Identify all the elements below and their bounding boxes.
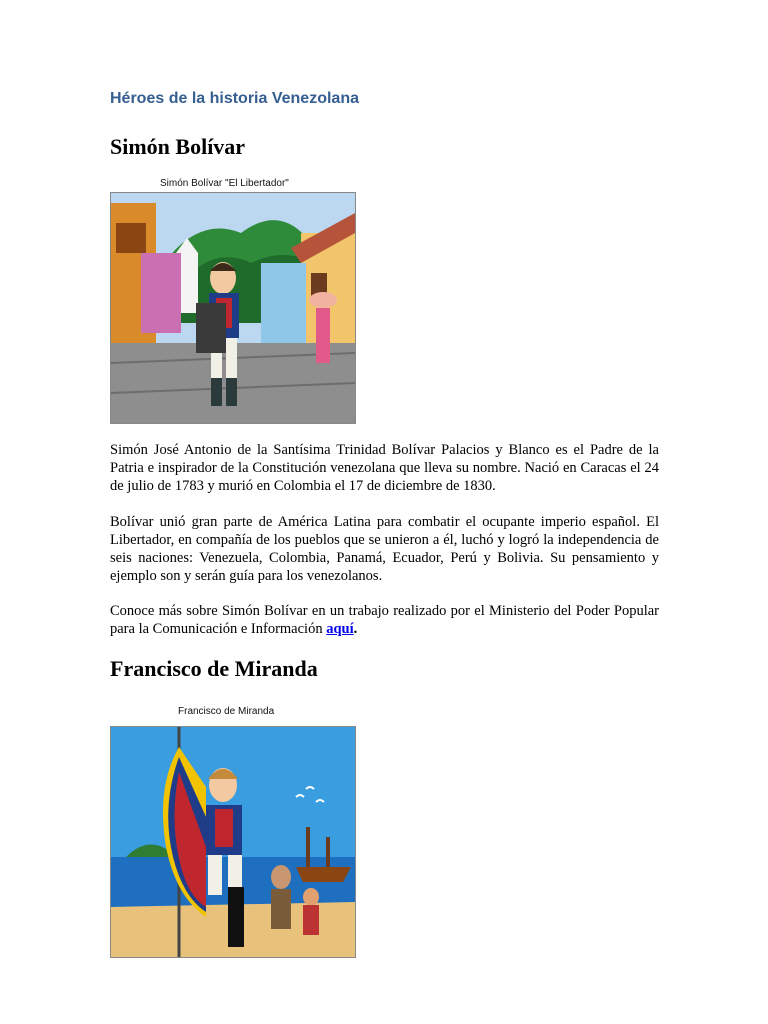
bolivar-paragraph-3-text: Conoce más sobre Simón Bolívar en un trabajo realizado por el Ministerio del Poder Popular para la Comunicación e Información	[110, 603, 659, 637]
miranda-illustration	[110, 726, 356, 958]
miranda-heading: Francisco de Miranda	[110, 656, 318, 681]
miranda-image-caption: Francisco de Miranda	[178, 706, 275, 717]
bolivar-illustration	[110, 192, 356, 424]
bolivar-image-caption: Simón Bolívar "El Libertador"	[160, 178, 289, 189]
bolivar-heading: Simón Bolívar	[110, 134, 246, 159]
bolivar-paragraph-2: Bolívar unió gran parte de América Latina para combatir el ocupante imperio español. El Libertador, en compañía de los pueblos que se unieron a él, luchó y logró la independencia de seis naciones: Venezuela, Colombia, Panamá, Ecuador, Perú y Bolivia. Su pensamiento y ejemplo son y serán guía para los venezolanos.	[110, 514, 659, 584]
bolivar-paragraph-3	[110, 602, 659, 638]
aqui-link[interactable]: aquí	[326, 621, 354, 637]
bolivar-paragraph-1: Simón José Antonio de la Santísima Trinidad Bolívar Palacios y Blanco es el Padre de la Patria e inspirador de la Constitución venezolana que lleva su nombre. Nació en Caracas el 24 de julio de 1783 y murió en Colombia el 17 de diciembre de 1830.	[110, 442, 659, 494]
bolivar-paragraph-3-end: .	[353, 621, 358, 637]
document-title: Héroes de la historia Venezolana	[110, 90, 359, 107]
